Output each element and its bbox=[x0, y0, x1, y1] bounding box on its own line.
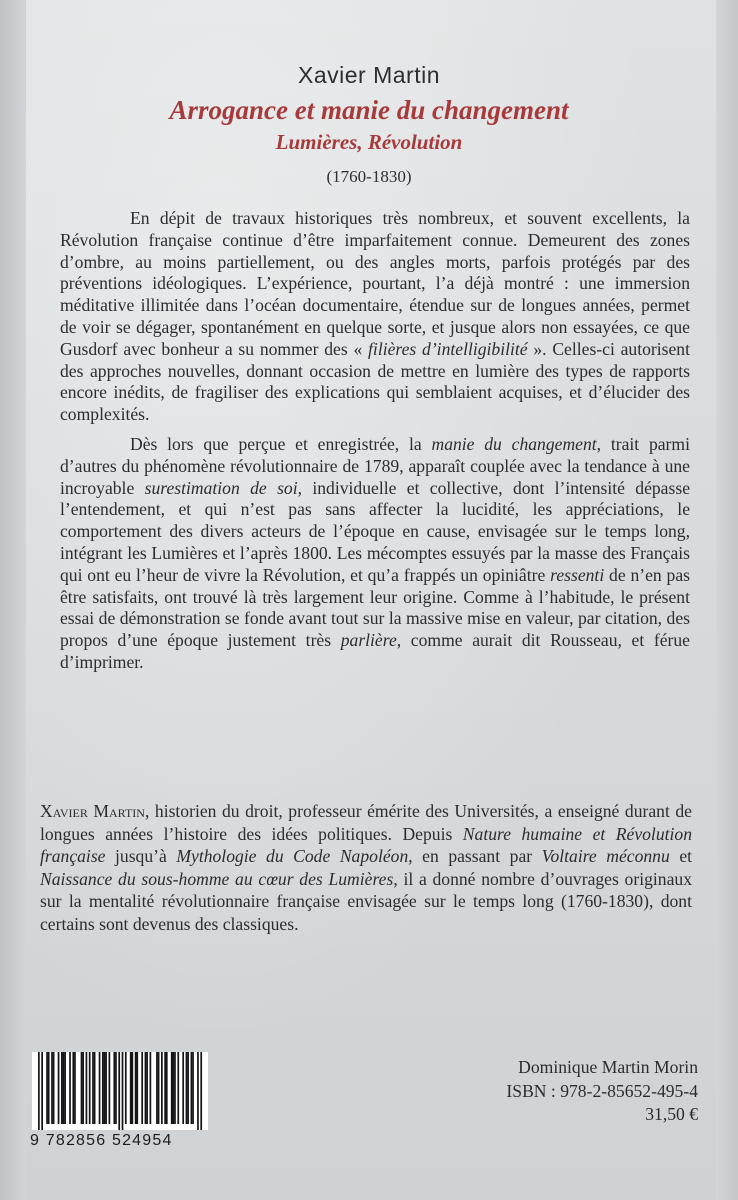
barcode-bar bbox=[89, 1052, 91, 1124]
barcode-bar bbox=[41, 1052, 43, 1130]
barcode-bar bbox=[63, 1052, 65, 1124]
author-name: Xavier Martin bbox=[298, 62, 440, 88]
barcode-bar bbox=[86, 1052, 88, 1124]
barcode-bar bbox=[164, 1052, 166, 1124]
barcode-bar bbox=[130, 1052, 132, 1124]
summary-p2-a: Dès lors que perçue et enregistrée, la bbox=[130, 433, 432, 454]
barcode-bar bbox=[58, 1052, 60, 1124]
summary-p2-d: de n’en pas être satisfaits, ont trouvé là très largement leur origine. Comme à l’habitude, le présent essai de démonstration se fonde avant tout sur la massive mise en valeur, par citation, des propos d’une époque justement très bbox=[60, 564, 690, 651]
barcode-bar bbox=[177, 1052, 179, 1124]
book-dates: (1760-1830) bbox=[326, 167, 412, 186]
barcode-digits: 9 782856 524954 bbox=[30, 1132, 173, 1149]
barcode-bar bbox=[38, 1052, 40, 1130]
barcode-bar bbox=[146, 1052, 148, 1124]
barcode-bar bbox=[64, 1052, 66, 1124]
summary-p2-em4: parlière bbox=[340, 630, 397, 651]
cover-header bbox=[0, 62, 738, 187]
barcode-bar bbox=[186, 1052, 188, 1124]
barcode-bar bbox=[135, 1052, 137, 1124]
summary-p2-b: , trait parmi d’autres du phénomène révolutionnaire de 1789, apparaît couplée avec la tendance à une incroyable bbox=[60, 433, 690, 498]
bio-work-1: Nature humaine et Révolution française bbox=[40, 823, 692, 867]
bio-e: , il a donné nombre d’ouvrages originaux sur la mentalité révolutionnaire française envisagée sur le temps long (1760-1830), dont certains sont devenus des classiques. bbox=[40, 868, 692, 934]
barcode-bar bbox=[104, 1052, 106, 1124]
summary-p2-em1: manie du changement bbox=[431, 433, 597, 454]
barcode-bar bbox=[187, 1052, 189, 1124]
barcode-bar bbox=[136, 1052, 138, 1124]
author-bio bbox=[40, 800, 692, 936]
summary-text bbox=[60, 208, 690, 674]
barcode-bar bbox=[200, 1052, 202, 1130]
barcode-bar bbox=[156, 1052, 158, 1124]
bio-c: , en passant par bbox=[408, 846, 542, 867]
summary-paragraph-1 bbox=[60, 208, 690, 426]
barcode-bar bbox=[118, 1052, 120, 1130]
barcode-bar bbox=[161, 1052, 163, 1124]
barcode-bar bbox=[51, 1052, 53, 1124]
bio-d: et bbox=[669, 846, 693, 867]
bio-a: , historien du droit, professeur émérite des Universités, a enseigné durant de longues années l’histoire des idées politiques. Depuis bbox=[40, 801, 692, 844]
book-title: Arrogance et manie du changement bbox=[169, 95, 569, 125]
barcode-bar bbox=[74, 1052, 76, 1124]
barcode-bar bbox=[125, 1052, 127, 1124]
barcode-bar bbox=[158, 1052, 160, 1124]
summary-p2-em3: ressenti bbox=[550, 564, 605, 585]
barcode-bar bbox=[48, 1052, 50, 1124]
barcode-bar bbox=[145, 1052, 147, 1124]
barcode-bar bbox=[81, 1052, 83, 1124]
barcode-bar bbox=[182, 1052, 184, 1124]
barcode-bar bbox=[46, 1052, 48, 1124]
bio-work-4: Naissance du sous-homme au cœur des Lumières bbox=[40, 868, 394, 889]
summary-p2-c: , individuelle et collective, dont l’intensité dépasse l’entendement, et qui n’est pas sans affecter la lucidité, les appréciations, le comportement des divers acteurs de l’époque en cause, envisagée sur le temps long, intégrant les Lumières et l’après 1800. Les mécomptes essuyés par la masse des Français qui ont eu l’heur de vivre la Révolution, et qu’a frappés un opiniâtre bbox=[60, 477, 690, 585]
barcode-bar bbox=[171, 1052, 173, 1124]
barcode-bar bbox=[131, 1052, 133, 1124]
barcode-bar bbox=[172, 1052, 174, 1124]
barcode-graphic bbox=[32, 1052, 208, 1130]
barcode-bar bbox=[115, 1052, 117, 1124]
barcode-bar bbox=[61, 1052, 63, 1124]
bio-work-3: Voltaire méconnu bbox=[541, 846, 670, 867]
barcode-bar bbox=[174, 1052, 176, 1124]
publisher-name: Dominique Martin Morin bbox=[518, 1057, 698, 1077]
barcode-bar bbox=[150, 1052, 152, 1124]
summary-p1-end: ». Celles-ci autorisent des approches nouvelles, donnant occasion de mettre en lumière des types de rapports encore inédits, de fragiliser des explications qui semblaient acquises, et d’élucider des complexités. bbox=[60, 338, 690, 425]
summary-p2-em2: surestimation de soi bbox=[144, 477, 298, 498]
barcode-bar bbox=[192, 1052, 194, 1124]
barcode-bar bbox=[92, 1052, 94, 1124]
price: 31,50 € bbox=[645, 1104, 698, 1124]
publisher-block bbox=[438, 1056, 698, 1127]
barcode-bar bbox=[82, 1052, 84, 1124]
barcode-bar bbox=[53, 1052, 55, 1124]
barcode-bar bbox=[191, 1052, 193, 1124]
isbn: ISBN : 978-2-85652-495-4 bbox=[506, 1080, 698, 1101]
summary-p1-emphasis: filières d’intelligibilité bbox=[368, 338, 528, 359]
barcode-bar bbox=[141, 1052, 143, 1124]
barcode-bar bbox=[166, 1052, 168, 1124]
barcode-bars bbox=[32, 1052, 208, 1130]
barcode-bar bbox=[109, 1052, 111, 1124]
summary-p1-text: En dépit de travaux historiques très nombreux, et souvent excellents, la Révolution française continue d’être imparfaitement connue. Demeurent des zones d’ombre, au moins partiellement, ou des angles morts, parfois protégés par des préventions idéologiques. L’expérience, pourtant, l’a déjà montré : une immersion méditative illimitée dans l’océan documentaire, étendue sur de longues années, permet de voir se dégager, spontanément en quelque sorte, et jusque alors non essayées, ce que Gusdorf avec bonheur a su nommer des « bbox=[60, 208, 690, 359]
summary-p2-e: , comme aurait dit Rousseau, et férue d’imprimer. bbox=[60, 630, 690, 672]
barcode bbox=[24, 1044, 212, 1152]
bio-b: jusqu’à bbox=[105, 846, 177, 867]
barcode-bar bbox=[197, 1052, 199, 1130]
barcode-bar bbox=[113, 1052, 115, 1124]
barcode-bar bbox=[102, 1052, 104, 1124]
bio-work-2: Mythologie du Code Napoléon bbox=[176, 846, 409, 867]
book-subtitle: Lumières, Révolution bbox=[275, 130, 463, 154]
barcode-bar bbox=[105, 1052, 107, 1124]
summary-paragraph-2 bbox=[60, 434, 690, 674]
barcode-bar bbox=[72, 1052, 74, 1124]
barcode-bar bbox=[69, 1052, 71, 1124]
barcode-bar bbox=[99, 1052, 101, 1124]
barcode-bar bbox=[94, 1052, 96, 1124]
bio-author-name: Xavier Martin bbox=[40, 801, 145, 821]
barcode-bar bbox=[122, 1052, 124, 1130]
